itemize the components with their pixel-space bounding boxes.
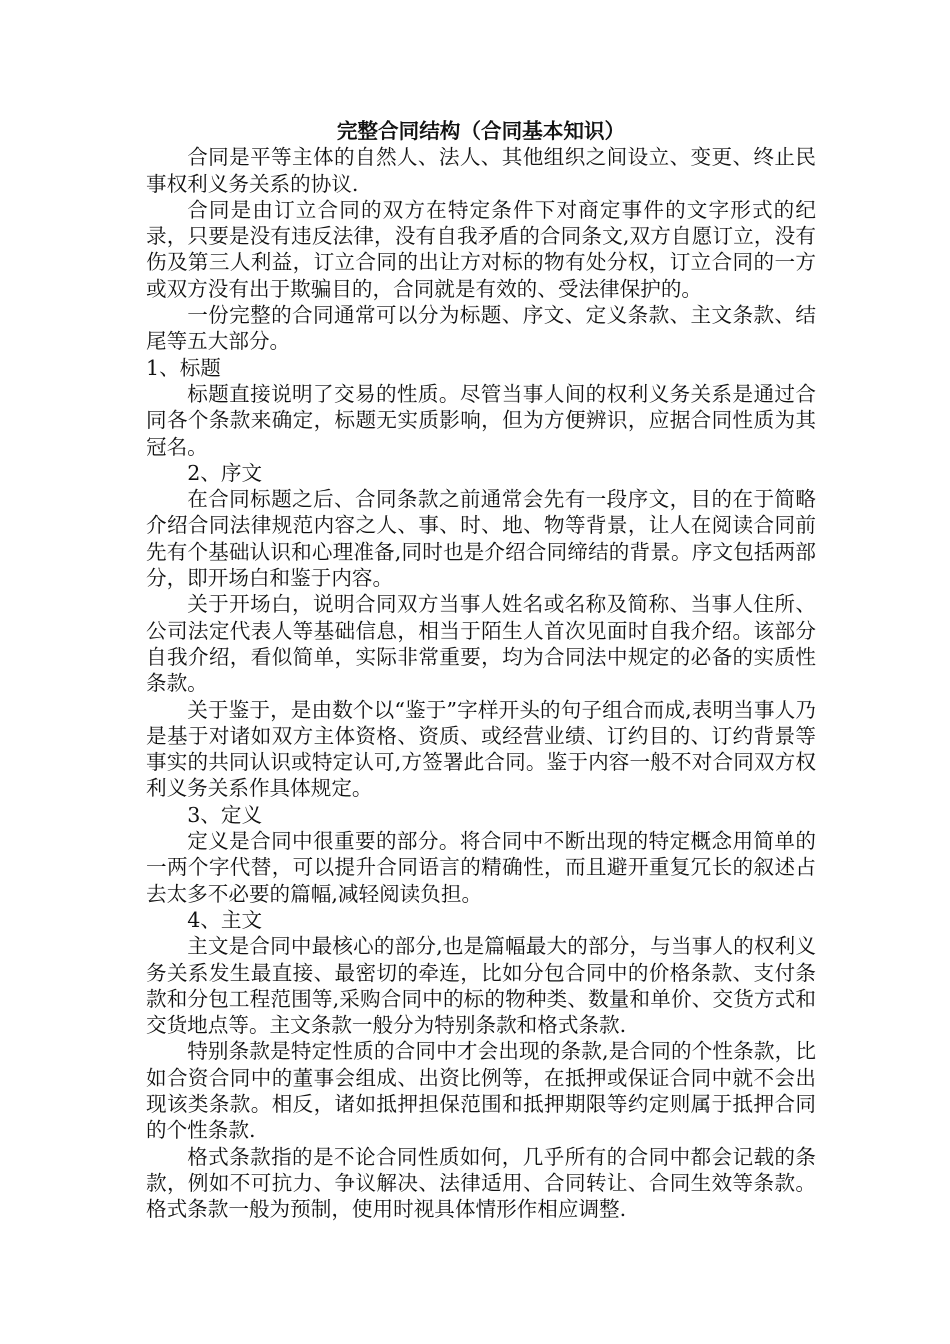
paragraph-contract-definition: 合同是平等主体的自然人、法人、其他组织之间设立、变更、终止民事权利义务关系的协议. xyxy=(146,145,816,196)
paragraph-whereas: 关于鉴于，是由数个以“鉴于”字样开头的句子组合而成,表明当事人乃是基于对诸如双方主体资格、资质、或经营业绩、订约目的、订约背景等事实的共同认识或特定认可,方签署此合同。鉴于内容一般不对合同双方权利义务关系作具体规定。 xyxy=(146,697,816,801)
document-page xyxy=(146,118,816,1222)
paragraph-standard-clauses: 格式条款指的是不论合同性质如何，几乎所有的合同中都会记载的条款，例如不可抗力、争议解决、法律适用、合同转让、合同生效等条款。格式条款一般为预制，使用时视具体情形作相应调整. xyxy=(146,1144,816,1222)
document-title: 完整合同结构（合同基本知识） xyxy=(336,119,626,143)
section-heading-definitions: 3、定义 xyxy=(187,802,263,827)
paragraph-contract-parts: 一份完整的合同通常可以分为标题、序文、定义条款、主文条款、结尾等五大部分。 xyxy=(146,303,816,354)
section-heading-preamble: 2、序文 xyxy=(187,460,263,485)
section-heading-title: 1、标题 xyxy=(146,355,221,380)
section-heading-main-body: 4、主文 xyxy=(187,907,263,932)
paragraph-special-clauses: 特别条款是特定性质的合同中才会出现的条款,是合同的个性条款，比如合资合同中的董事会组成、出资比例等，在抵押或保证合同中就不会出现该类条款。相反，诸如抵押担保范围和抵押期限等约定则属于抵押合同的个性条款. xyxy=(146,1039,816,1143)
paragraph-title-section: 标题直接说明了交易的性质。尽管当事人间的权利义务关系是通过合同各个条款来确定，标题无实质影响，但为方便辨识，应据合同性质为其冠名。 xyxy=(146,381,816,459)
paragraph-definitions: 定义是合同中很重要的部分。将合同中不断出现的特定概念用简单的一两个字代替，可以提升合同语言的精确性，而且避开重复冗长的叙述占去太多不必要的篇幅,减轻阅读负担。 xyxy=(146,829,816,906)
paragraph-preamble: 在合同标题之后、合同条款之前通常会先有一段序文，目的在于简略介绍合同法律规范内容之人、事、时、地、物等背景，让人在阅读合同前先有个基础认识和心理准备,同时也是介绍合同缔结的背景。序文包括两部分，即开场白和鉴于内容。 xyxy=(146,487,816,591)
paragraph-contract-validity: 合同是由订立合同的双方在特定条件下对商定事件的文字形式的纪录，只要是没有违反法律，没有自我矛盾的合同条文,双方自愿订立，没有伤及第三人利益，订立合同的出让方对标的物有处分权，订立合同的一方或双方没有出于欺骗目的，合同就是有效的、受法律保护的。 xyxy=(146,197,816,301)
paragraph-main-body: 主文是合同中最核心的部分,也是篇幅最大的部分，与当事人的权利义务关系发生最直接、最密切的牵连，比如分包合同中的价格条款、支付条款和分包工程范围等,采购合同中的标的物种类、数量和单价、交货方式和交货地点等。主文条款一般分为特别条款和格式条款. xyxy=(146,934,816,1038)
paragraph-opening: 关于开场白，说明合同双方当事人姓名或名称及简称、当事人住所、公司法定代表人等基础信息，相当于陌生人首次见面时自我介绍。该部分自我介绍，看似简单，实际非常重要，均为合同法中规定的必备的实质性条款。 xyxy=(146,592,816,696)
